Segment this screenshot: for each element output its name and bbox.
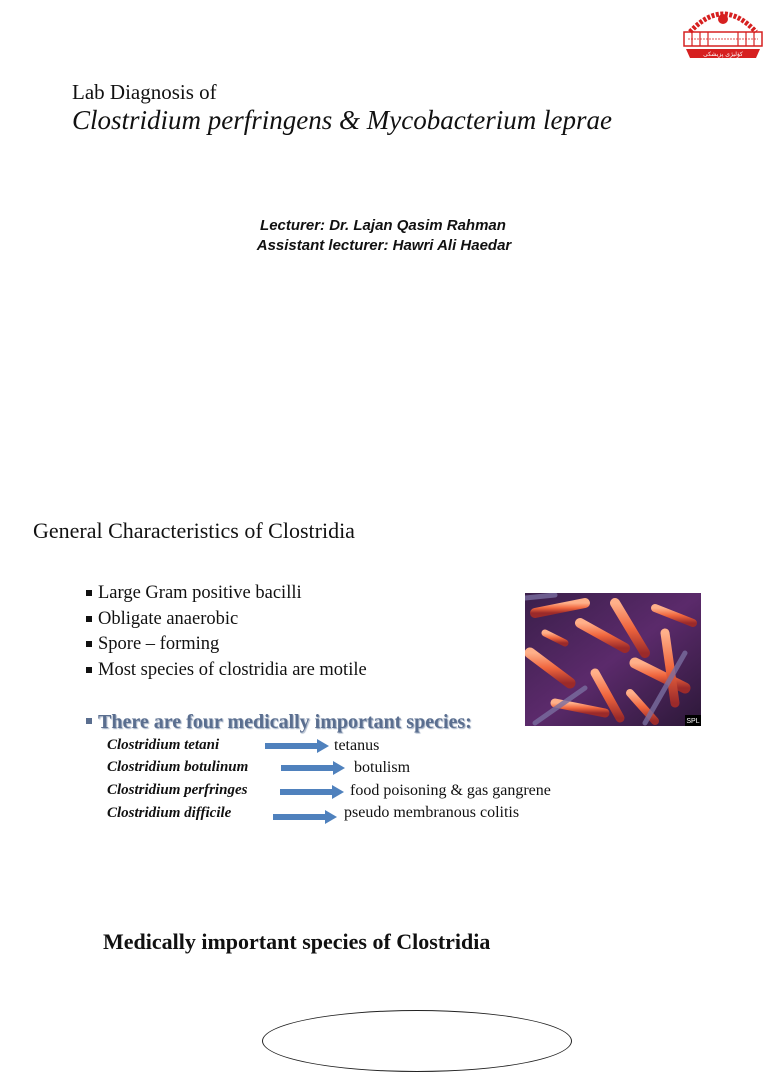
species-name: Clostridium tetani: [107, 737, 220, 753]
logo-caption: کۆلیژی پزیشکی: [703, 51, 743, 58]
species-name: Clostridium perfringes: [107, 782, 248, 798]
species-disease: botulism: [354, 759, 411, 776]
characteristics-list: [86, 583, 367, 685]
arrow-icon: [280, 785, 344, 799]
emphasis-line: There are four medically important species:: [86, 711, 472, 734]
title-line-1: Lab Diagnosis of: [72, 80, 217, 104]
arrow-icon: [281, 761, 345, 775]
species-row: [107, 737, 219, 754]
species-disease: tetanus: [334, 737, 380, 754]
assistant-lecturer-name: Assistant lecturer: Hawri Ali Haedar: [256, 237, 512, 254]
title-line-2: Clostridium perfringens & Mycobacterium leprae: [72, 105, 612, 135]
arrow-icon: [273, 810, 337, 824]
list-item: Obligate anaerobic: [86, 609, 367, 635]
species-name: Clostridium botulinum: [107, 759, 249, 775]
list-item: Most species of clostridia are motile: [86, 660, 367, 686]
diagram-oval-shape: [262, 1010, 572, 1072]
subheading: Medically important species of Clostridia: [103, 929, 491, 954]
species-disease: food poisoning & gas gangrene: [350, 782, 551, 799]
species-row: [107, 759, 248, 776]
arrow-icon: [265, 739, 329, 753]
college-logo: [680, 2, 766, 62]
species-name: Clostridium difficile: [107, 805, 232, 821]
image-credit-label: SPL: [686, 718, 700, 725]
species-disease: pseudo membranous colitis: [344, 804, 520, 821]
list-item: Large Gram positive bacilli: [86, 583, 367, 609]
bacteria-micrograph-image: [525, 593, 701, 726]
list-item: Spore – forming: [86, 634, 367, 660]
species-row: [107, 782, 247, 799]
section-heading: General Characteristics of Clostridia: [33, 518, 355, 543]
species-row: [107, 805, 231, 822]
lecturer-name: Lecturer: Dr. Lajan Qasim Rahman: [260, 217, 506, 234]
